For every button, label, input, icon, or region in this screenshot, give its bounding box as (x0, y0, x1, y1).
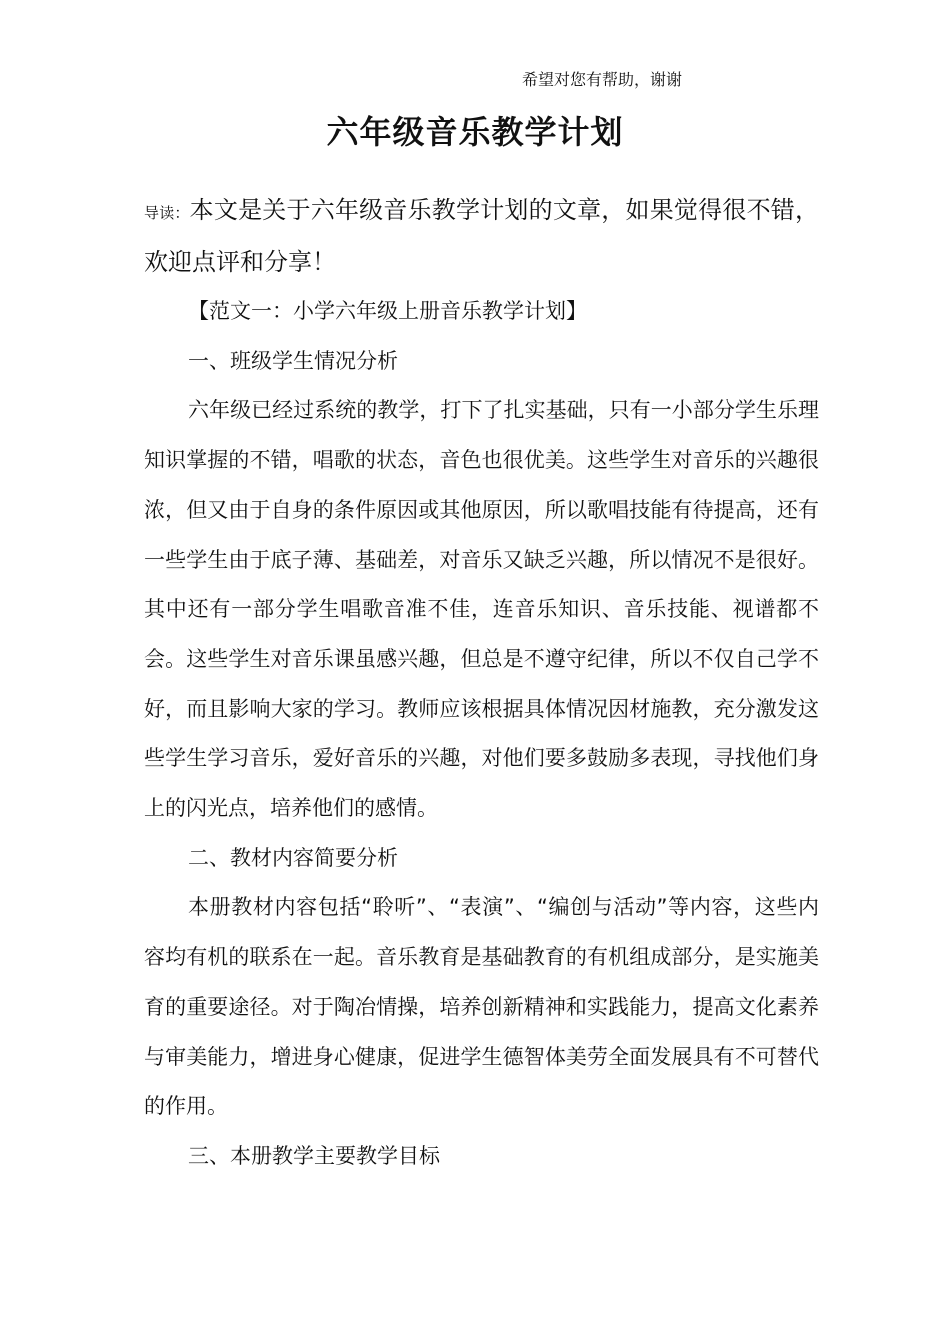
section-heading-1: 一、班级学生情况分析 (188, 348, 398, 373)
document-body (144, 186, 819, 1182)
intro-label: 导读： (144, 204, 190, 222)
sample-title: 【范文一：小学六年级上册音乐教学计划】 (188, 299, 587, 323)
section-paragraph-2: 本册教材内容包括“聆听”、“表演”、“编创与活动”等内容，这些内容均有机的联系在一起。音乐教育是基础教育的有机组成部分，是实施美育的重要途径。对于陶冶情操，培养创新精神和实践能力，提高文化素养与审美能力，增进身心健康，促进学生德智体美劳全面发展具有不可替代的作用。 (144, 895, 819, 1119)
section-paragraph-1: 六年级已经过系统的教学，打下了扎实基础，只有一小部分学生乐理知识掌握的不错，唱歌的状态，音色也很优美。这些学生对音乐的兴趣很浓，但又由于自身的条件原因或其他原因，所以歌唱技能有待提高，还有一些学生由于底子薄、基础差，对音乐又缺乏兴趣，所以情况不是很好。其中还有一部分学生唱歌音准不佳，连音乐知识、音乐技能、视谱都不会。这些学生对音乐课虽感兴趣，但总是不遵守纪律，所以不仅自己学不好，而且影响大家的学习。教师应该根据具体情况因材施教，充分激发这些学生学习音乐，爱好音乐的兴趣，对他们要多鼓励多表现，寻找他们身上的闪光点，培养他们的感情。 (144, 398, 819, 821)
section-heading-3: 三、本册教学主要教学目标 (188, 1143, 440, 1168)
header-note: 希望对您有帮助，谢谢 (522, 70, 683, 89)
document-title: 六年级音乐教学计划 (326, 113, 624, 151)
intro-paragraph (144, 186, 819, 287)
intro-text: 本文是关于六年级音乐教学计划的文章，如果觉得很不错，欢迎点评和分享！ (144, 196, 819, 276)
section-heading-2: 二、教材内容简要分析 (188, 845, 398, 870)
